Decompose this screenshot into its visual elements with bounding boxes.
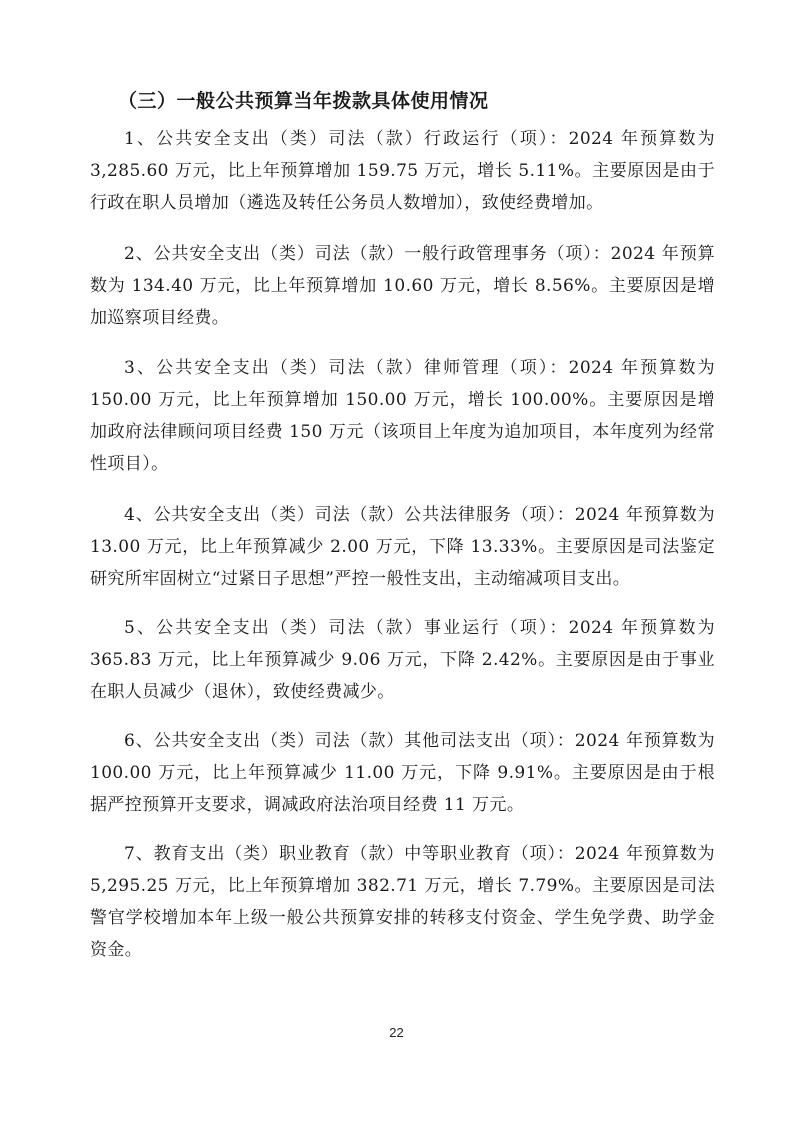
paragraph-item-7: 7、教育支出（类）职业教育（款）中等职业教育（项）：2024 年预算数为 5,295.25 万元，比上年预算增加 382.71 万元，增长 7.79%。主要原因是司法警官学校增加本年上级一般公共预算安排的转移支付资金、学生免学费、助学金资金。 bbox=[90, 844, 715, 960]
paragraph-item-2: 2、公共安全支出（类）司法（款）一般行政管理事务（项）：2024 年预算数为 134.40 万元，比上年预算增加 10.60 万元，增长 8.56%。主要原因是增加巡察项目经费。 bbox=[90, 244, 715, 328]
paragraph-item-5: 5、公共安全支出（类）司法（款）事业运行（项）：2024 年预算数为 365.83 万元，比上年预算减少 9.06 万元，下降 2.42%。主要原因是由于事业在职人员减少（退休），致使经费减少。 bbox=[90, 618, 715, 702]
paragraph-item-1: 1、公共安全支出（类）司法（款）行政运行（项）：2024 年预算数为 3,285.60 万元，比上年预算增加 159.75 万元，增长 5.11%。主要原因是由于行政在职人员增加（遴选及转任公务员人数增加），致使经费增加。 bbox=[90, 129, 715, 213]
page-number: 22 bbox=[389, 1025, 404, 1040]
paragraph-item-6: 6、公共安全支出（类）司法（款）其他司法支出（项）：2024 年预算数为 100.00 万元，比上年预算减少 11.00 万元，下降 9.91%。主要原因是由于根据严控预算开支要求，调减政府法治项目经费 11 万元。 bbox=[90, 731, 715, 815]
paragraph-item-4: 4、公共安全支出（类）司法（款）公共法律服务（项）：2024 年预算数为 13.00 万元，比上年预算减少 2.00 万元，下降 13.33%。主要原因是司法鉴定研究所牢固树立“过紧日子思想”严控一般性支出，主动缩减项目支出。 bbox=[90, 505, 715, 589]
paragraph-item-3: 3、公共安全支出（类）司法（款）律师管理（项）：2024 年预算数为 150.00 万元，比上年预算增加 150.00 万元，增长 100.00%。主要原因是增加政府法律顾问项目经费 150 万元（该项目上年度为追加项目，本年度列为经常性项目）。 bbox=[90, 358, 715, 474]
section-heading: （三）一般公共预算当年拨款具体使用情况 bbox=[118, 90, 489, 112]
